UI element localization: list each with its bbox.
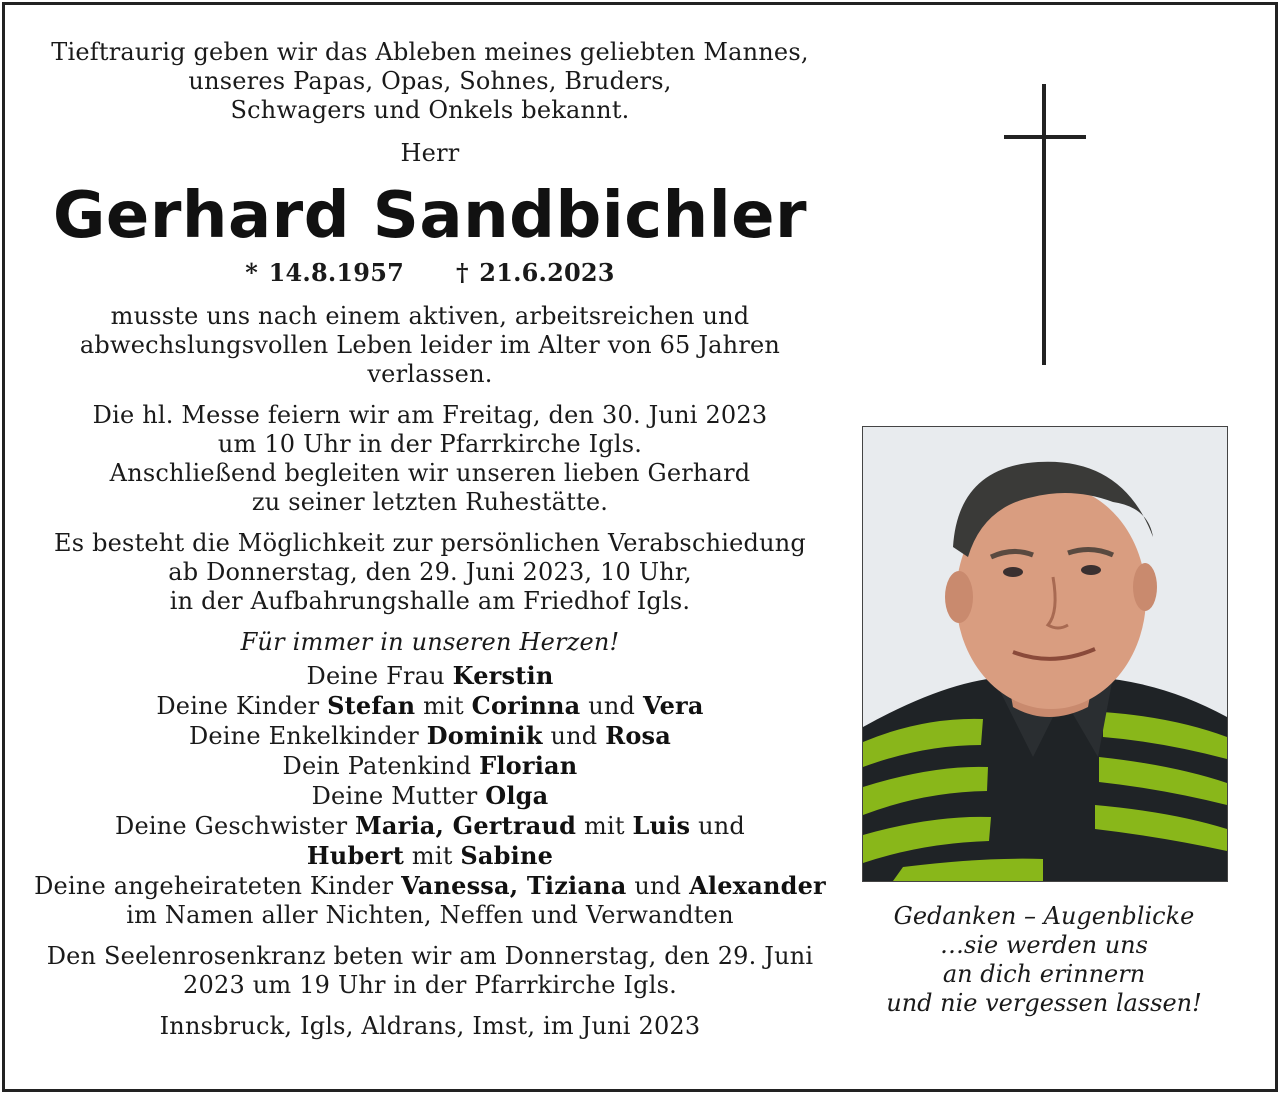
intro-text: Tieftraurig geben wir das Ableben meines geliebten Mannes, unseres Papas, Opas, Sohnes, Bruders, Schwagers und Onkels bekannt. — [51, 38, 809, 124]
notice-text-column — [30, 38, 830, 1041]
place-date: Innsbruck, Igls, Aldrans, Imst, im Juni 2023 — [159, 1012, 701, 1040]
motto: Für immer in unseren Herzen! — [240, 628, 620, 656]
mourner-line: Deine Kinder Stefan mit Corinna und Vera — [156, 691, 704, 720]
mourner-line: im Namen aller Nichten, Neffen und Verwandten — [126, 901, 734, 929]
mass-text: Die hl. Messe feiern wir am Freitag, den 30. Juni 2023 um 10 Uhr in der Pfarrkirche Igls. Anschließend begleiten wir unseren lieben Gerhard zu seiner letzten Ruhestätte. — [92, 401, 768, 516]
salutation: Herr — [400, 139, 460, 167]
mourners-list — [30, 661, 830, 930]
mourner-line: Deine angeheirateten Kinder Vanessa, Tiziana und Alexander — [34, 871, 826, 900]
mourner-line: Hubert mit Sabine — [306, 841, 554, 870]
cross-icon-bar — [1004, 135, 1086, 139]
mourner-line: Deine Frau Kerstin — [306, 661, 554, 690]
memorial-caption: Gedanken – Augenblicke …sie werden uns an dich erinnern und nie vergessen lassen! — [886, 902, 1202, 1017]
deceased-name: Gerhard Sandbichler — [52, 179, 808, 253]
farewell-text: Es besteht die Möglichkeit zur persönlichen Verabschiedung ab Donnerstag, den 29. Juni 2023, 10 Uhr, in der Aufbahrungshalle am Friedhof Igls. — [54, 529, 806, 615]
portrait-illustration — [863, 427, 1227, 881]
life-dates — [30, 256, 830, 290]
rosary-text: Den Seelenrosenkranz beten wir am Donnerstag, den 29. Juni 2023 um 19 Uhr in der Pfarrkirche Igls. — [46, 942, 814, 999]
portrait-photo — [862, 426, 1228, 882]
mourner-line: Deine Geschwister Maria, Gertraud mit Luis und — [115, 811, 745, 840]
cross-icon — [1042, 84, 1046, 365]
death-date: † 21.6.2023 — [456, 258, 615, 287]
mourner-line: Deine Mutter Olga — [311, 781, 549, 810]
life-text: musste uns nach einem aktiven, arbeitsreichen und abwechslungsvollen Leben leider im Alter von 65 Jahren verlassen. — [79, 302, 781, 388]
mourner-line: Deine Enkelkinder Dominik und Rosa — [188, 721, 672, 750]
birth-date: * 14.8.1957 — [245, 258, 404, 287]
mourner-line: Dein Patenkind Florian — [282, 751, 578, 780]
